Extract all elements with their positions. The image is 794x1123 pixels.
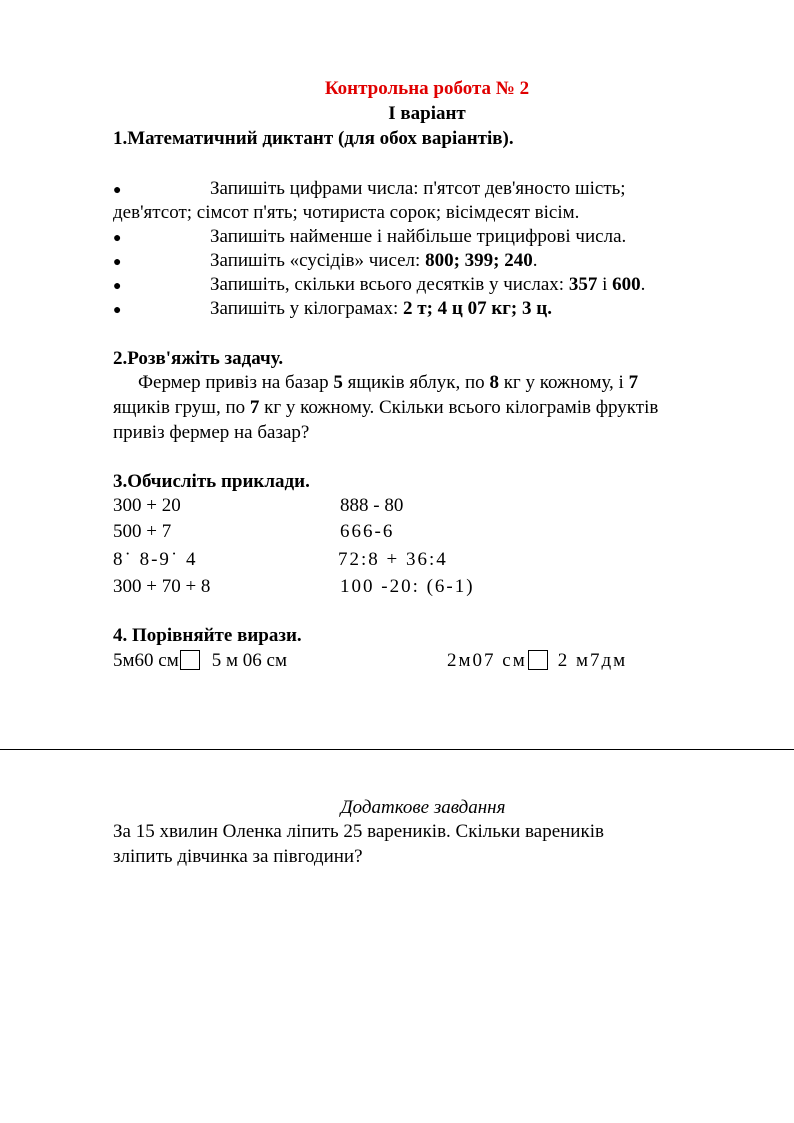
extra-line-1: За 15 хвилин Оленка ліпить 25 вареників. Скільки вареників [113, 821, 604, 842]
task2-line-3: привіз фермер на базар? [113, 422, 310, 443]
bullet-icon: ● [113, 231, 122, 246]
item-4-number-2: 600 [612, 274, 641, 295]
section-divider [0, 749, 794, 750]
task2-text: ящиків груш, по [113, 397, 250, 418]
task3-right-4: 100 -20: (6-1) [340, 576, 475, 597]
extra-heading: Додаткове завдання [340, 797, 506, 818]
task3-heading: 3.Обчисліть приклади. [113, 471, 310, 492]
task1-bullet-1 [113, 177, 121, 203]
task1-item-2: Запишіть найменше і найбільше трицифрові числа. [210, 226, 627, 247]
bullet-icon: ● [113, 255, 122, 270]
comparison-2 [447, 649, 627, 673]
task1-item-5 [210, 297, 552, 321]
task4-heading: 4. Порівняйте вирази. [113, 625, 302, 646]
task2-line-1 [113, 371, 739, 395]
item-3-suffix: . [532, 250, 538, 271]
item-4-conj: і [597, 274, 613, 295]
comparison-2-answer-box[interactable] [528, 650, 548, 670]
task2-number: 7 [249, 397, 260, 418]
comparison-1-right: 5 м 06 см [211, 650, 287, 671]
task3-right-3: 72:8 + 36:4 [338, 549, 448, 570]
task1-bullet-5 [113, 297, 121, 323]
task1-heading: 1.Математичний диктант (для обох варіантів). [113, 128, 514, 149]
task1-item-1-line1: Запишіть цифрами числа: п'ятсот дев'яносто шість; [210, 178, 626, 199]
item-5-text: Запишіть у кілограмах: [210, 298, 403, 319]
item-4-text: Запишіть, скільки всього десятків у числах: [210, 274, 569, 295]
comparison-1 [113, 649, 287, 673]
task3-right-1: 888 - 80 [340, 495, 404, 516]
comparison-1-answer-box[interactable] [180, 650, 200, 670]
item-3-numbers: 800; 399; 240 [425, 250, 533, 271]
task3-left-3: 8˙ 8-9˙ 4 [113, 549, 198, 570]
task2-text: кг у кожному, і [498, 372, 629, 393]
task1-item-3 [210, 249, 537, 273]
task2-line-2 [113, 396, 658, 420]
task3-right-2: 666-6 [340, 521, 395, 542]
task3-left-2: 500 + 7 [113, 521, 172, 542]
task2-text: Фермер привіз на базар [138, 372, 334, 393]
item-5-values: 2 т; 4 ц 07 кг; 3 ц. [403, 298, 552, 319]
task2-heading: 2.Розв'яжіть задачу. [113, 348, 284, 369]
extra-line-2: зліпить дівчинка за півгодини? [113, 846, 363, 867]
item-4-number-1: 357 [568, 274, 598, 295]
variant-label: І варіант [388, 103, 466, 124]
task3-left-4: 300 + 70 + 8 [113, 576, 211, 597]
task2-number: 8 [489, 372, 499, 393]
task2-text: кг у кожному. Скільки всього кілограмів фруктів [259, 397, 659, 418]
item-4-suffix: . [640, 274, 646, 295]
document-title: Контрольна робота № 2 [324, 78, 530, 99]
task1-bullet-3 [113, 249, 121, 275]
task2-number: 5 [333, 372, 343, 393]
task1-item-4 [210, 273, 645, 297]
comparison-1-left: 5м60 см [113, 650, 179, 671]
task1-bullet-2 [113, 225, 121, 251]
bullet-icon: ● [113, 279, 122, 294]
item-3-text: Запишіть «сусідів» чисел: [210, 250, 426, 271]
bullet-icon: ● [113, 303, 122, 318]
task1-bullet-4 [113, 273, 121, 299]
task1-item-1-line2: дев'ятсот; сімсот п'ять; чотириста сорок; вісімдесят вісім. [113, 202, 580, 223]
comparison-2-left: 2м07 см [447, 650, 527, 671]
bullet-icon: ● [113, 183, 122, 198]
comparison-2-right: 2 м7дм [557, 650, 628, 671]
task2-number: 7 [628, 372, 639, 393]
task2-text: ящиків яблук, по [342, 372, 490, 393]
task3-left-1: 300 + 20 [113, 495, 181, 516]
